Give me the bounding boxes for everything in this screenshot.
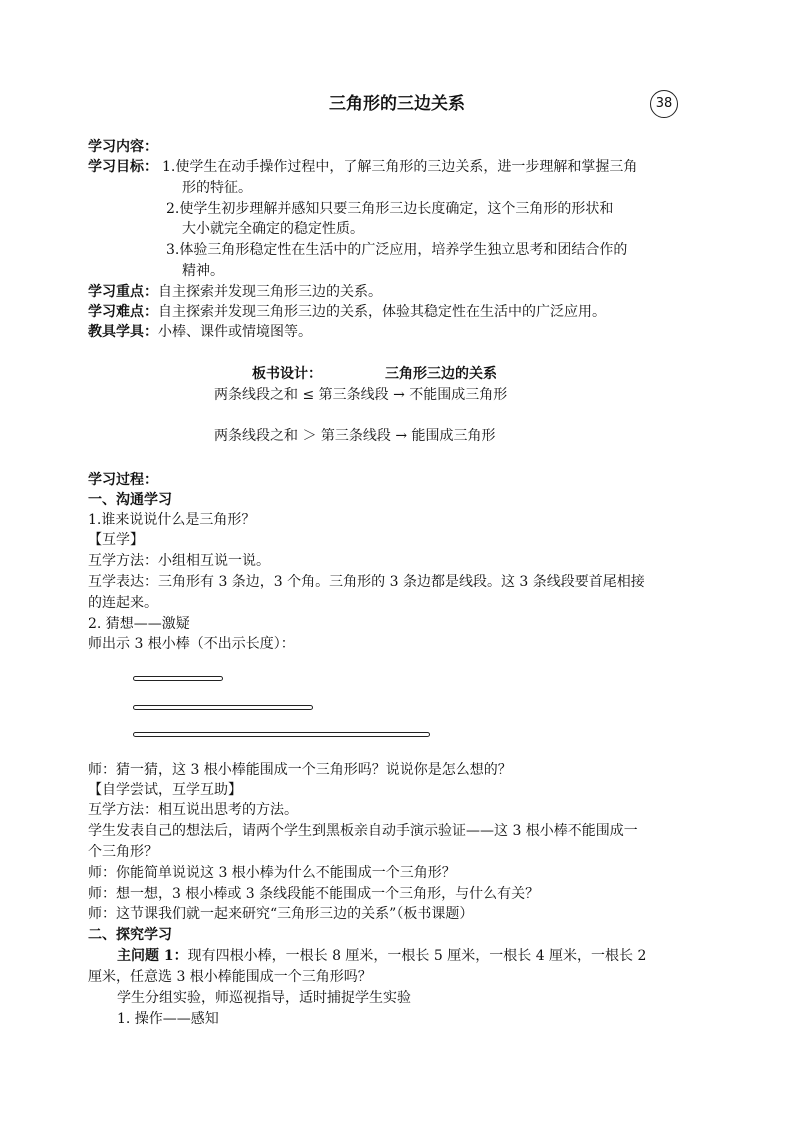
goal-1-line-1: 1.使学生在动手操作过程中，了解三角形的三边关系，进一步理解和掌握三角 (162, 159, 638, 175)
difficulty-row (88, 302, 606, 322)
tools-label: 教具学具： (88, 324, 158, 340)
stick-short (133, 676, 223, 681)
goal-2-line-1: 2.使学生初步理解并感知只要三角形三边长度确定，这个三角形的形状和 (166, 201, 614, 217)
teacher-question-2: 师：想一想，3 根小棒或 3 条线段能不能围成一个三角形，与什么有关？ (88, 886, 540, 902)
method-2: 互学方法：相互说出思考的方法。 (88, 802, 298, 818)
zixue-heading: 【自学尝试，互学互助】 (88, 782, 242, 798)
stick-long (133, 732, 430, 737)
group-experiment: 学生分组实验，师巡视指导，适时捕捉学生实验 (117, 990, 411, 1006)
question-2: 2. 猜想——激疑 (88, 616, 190, 632)
focus-label: 学习重点： (88, 284, 158, 300)
goal-3-line-2: 精神。 (182, 263, 224, 279)
board-label: 板书设计： (252, 366, 322, 382)
page-number-badge: 38 (650, 90, 678, 118)
section-1-heading: 一、沟通学习 (88, 492, 172, 508)
board-row-1: 两条线段之和 ≤ 第三条线段 → 不能围成三角形 (214, 387, 508, 403)
content-label: 学习内容： (88, 139, 158, 155)
section-2-heading: 二、探究学习 (88, 927, 172, 943)
method-1: 互学方法：小组相互说一说。 (88, 553, 270, 569)
process-label: 学习过程： (88, 472, 158, 488)
huxue-heading: 【互学】 (88, 532, 144, 548)
goal-2-line-2: 大小就完全确定的稳定性质。 (182, 221, 364, 237)
teacher-question-3: 师：这节课我们就一起来研究“三角形三边的关系”（板书课题） (88, 906, 474, 922)
main-question-line-2: 厘米，任意选 3 根小棒能围成一个三角形吗？ (88, 969, 372, 985)
goal-1-line-2: 形的特征。 (182, 180, 252, 196)
board-row-2: 两条线段之和 ＞ 第三条线段 → 能围成三角形 (214, 428, 496, 444)
difficulty-text: 自主探索并发现三角形三边的关系，体验其稳定性在生活中的广泛应用。 (158, 304, 606, 320)
focus-text: 自主探索并发现三角形三边的关系。 (158, 284, 382, 300)
board-title: 三角形三边的关系 (385, 366, 497, 382)
teacher-question-1: 师：你能简单说说这 3 根小棒为什么不能围成一个三角形？ (88, 865, 456, 881)
tools-row (88, 322, 312, 342)
question-1: 1.谁来说说什么是三角形？ (88, 512, 256, 528)
goal-label: 学习目标： (88, 159, 158, 175)
difficulty-label: 学习难点： (88, 304, 158, 320)
student-line-1: 学生发表自己的想法后，请两个学生到黑板亲自动手演示验证——这 3 根小棒不能围成一 (88, 823, 638, 839)
step-1: 1. 操作——感知 (117, 1011, 219, 1027)
expression-line-1: 互学表达：三角形有 3 条边，3 个角。三角形的 3 条边都是线段。这 3 条线段要首尾相接 (88, 574, 645, 590)
expression-line-2: 的连起来。 (88, 595, 158, 611)
page-title: 三角形的三边关系 (329, 94, 465, 114)
main-question-text: 现有四根小棒，一根长 8 厘米，一根长 5 厘米，一根长 4 厘米，一根长 2 (187, 948, 647, 964)
goal-3-line-1: 3.体验三角形稳定性在生活中的广泛应用，培养学生独立思考和团结合作的 (166, 242, 628, 258)
tools-text: 小棒、课件或情境图等。 (158, 324, 312, 340)
stick-medium (133, 705, 313, 710)
main-question-label: 主问题 1： (117, 948, 188, 964)
teacher-guess: 师：猜一猜，这 3 根小棒能围成一个三角形吗？说说你是怎么想的？ (88, 762, 512, 778)
main-question-line-1 (117, 946, 646, 966)
focus-row (88, 282, 382, 302)
show-sticks-text: 师出示 3 根小棒（不出示长度）： (88, 636, 295, 652)
student-line-2: 个三角形？ (88, 844, 158, 860)
